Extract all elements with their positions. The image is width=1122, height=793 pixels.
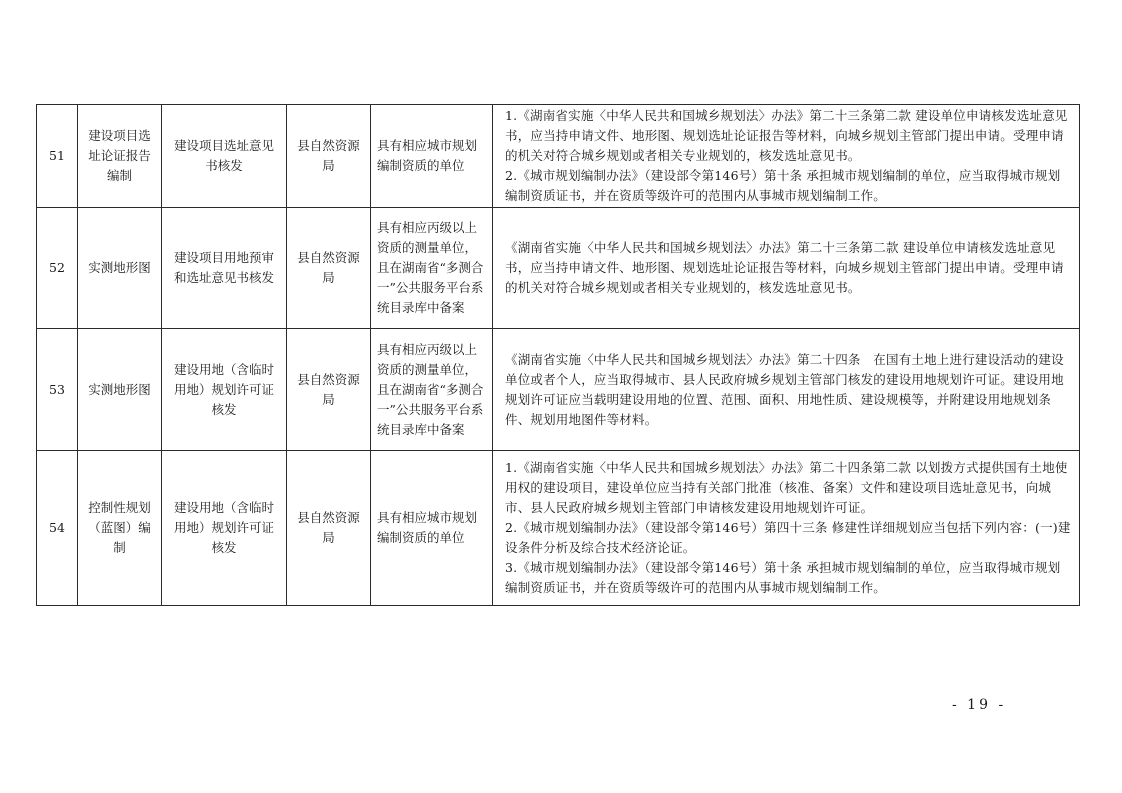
department: 县自然资源局 (287, 451, 371, 606)
legal-basis-paragraph: 2.《城市规划编制办法》（建设部令第146号）第十条 承担城市规划编制的单位，应当取得城市规划编制资质证书，并在资质等级许可的范围内从事城市规划编制工作。 (505, 168, 1061, 203)
legal-basis (493, 208, 1080, 329)
service-item-name: 实测地形图 (78, 208, 162, 329)
service-item-name: 控制性规划（蓝图）编制 (78, 451, 162, 606)
legal-basis-paragraph: 2.《城市规划编制办法》（建设部令第146号）第四十三条 修建性详细规划应当包括下列内容：(一)建设条件分析及综合技术经济论证。 (505, 520, 1071, 555)
qualification-requirement: 具有相应城市规划编制资质的单位 (371, 451, 493, 606)
row-number: 51 (37, 105, 78, 208)
table-row (37, 208, 1080, 329)
department: 县自然资源局 (287, 329, 371, 451)
items-table (36, 104, 1080, 606)
legal-basis (493, 451, 1080, 606)
row-number: 54 (37, 451, 78, 606)
legal-basis-paragraph: 3.《城市规划编制办法》（建设部令第146号）第十条 承担城市规划编制的单位，应当取得城市规划编制资质证书，并在资质等级许可的范围内从事城市规划编制工作。 (505, 560, 1061, 595)
approval-item: 建设用地（含临时用地）规划许可证核发 (162, 451, 287, 606)
legal-basis (493, 105, 1080, 208)
table-row (37, 451, 1080, 606)
legal-basis (493, 329, 1080, 451)
table-row (37, 105, 1080, 208)
department: 县自然资源局 (287, 105, 371, 208)
department: 县自然资源局 (287, 208, 371, 329)
service-item-name: 建设项目选址论证报告编制 (78, 105, 162, 208)
qualification-requirement: 具有相应丙级以上资质的测量单位，且在湖南省“多测合一”公共服务平台系统目录库中备案 (371, 329, 493, 451)
approval-item: 建设项目选址意见书核发 (162, 105, 287, 208)
approval-item: 建设用地（含临时用地）规划许可证核发 (162, 329, 287, 451)
qualification-requirement: 具有相应丙级以上资质的测量单位，且在湖南省“多测合一”公共服务平台系统目录库中备案 (371, 208, 493, 329)
legal-basis-paragraph: 1.《湖南省实施〈中华人民共和国城乡规划法〉办法》第二十三条第二款 建设单位申请核发选址意见书，应当持申请文件、地形图、规划选址论证报告等材料，向城乡规划主管部门提出申请。受理申请的机关对符合城乡规划或者相关专业规划的，核发选址意见书。 (505, 108, 1068, 163)
row-number: 52 (37, 208, 78, 329)
legal-basis-paragraph: 《湖南省实施〈中华人民共和国城乡规划法〉办法》第二十四条 在国有土地上进行建设活动的建设单位或者个人，应当取得城市、县人民政府城乡规划主管部门核发的建设用地规划许可证。建设用地规划许可证应当载明建设用地的位置、范围、面积、用地性质、建设规模等，并附建设用地规划条件、规划用地图件等材料。 (505, 351, 1064, 427)
service-item-name: 实测地形图 (78, 329, 162, 451)
qualification-requirement: 具有相应城市规划编制资质的单位 (371, 105, 493, 208)
page-number: - 19 - (952, 697, 1007, 713)
row-number: 53 (37, 329, 78, 451)
table-row (37, 329, 1080, 451)
approval-item: 建设项目用地预审和选址意见书核发 (162, 208, 287, 329)
legal-basis-paragraph: 《湖南省实施〈中华人民共和国城乡规划法〉办法》第二十三条第二款 建设单位申请核发选址意见书，应当持申请文件、地形图、规划选址论证报告等材料，向城乡规划主管部门提出申请。受理申请的机关对符合城乡规划或者相关专业规划的，核发选址意见书。 (505, 240, 1064, 295)
legal-basis-paragraph: 1.《湖南省实施〈中华人民共和国城乡规划法〉办法》第二十四条第二款 以划拨方式提供国有土地使用权的建设项目，建设单位应当持有关部门批准（核准、备案）文件和建设项目选址意见书，向城市、县人民政府城乡规划主管部门申请核发建设用地规划许可证。 (505, 460, 1068, 515)
